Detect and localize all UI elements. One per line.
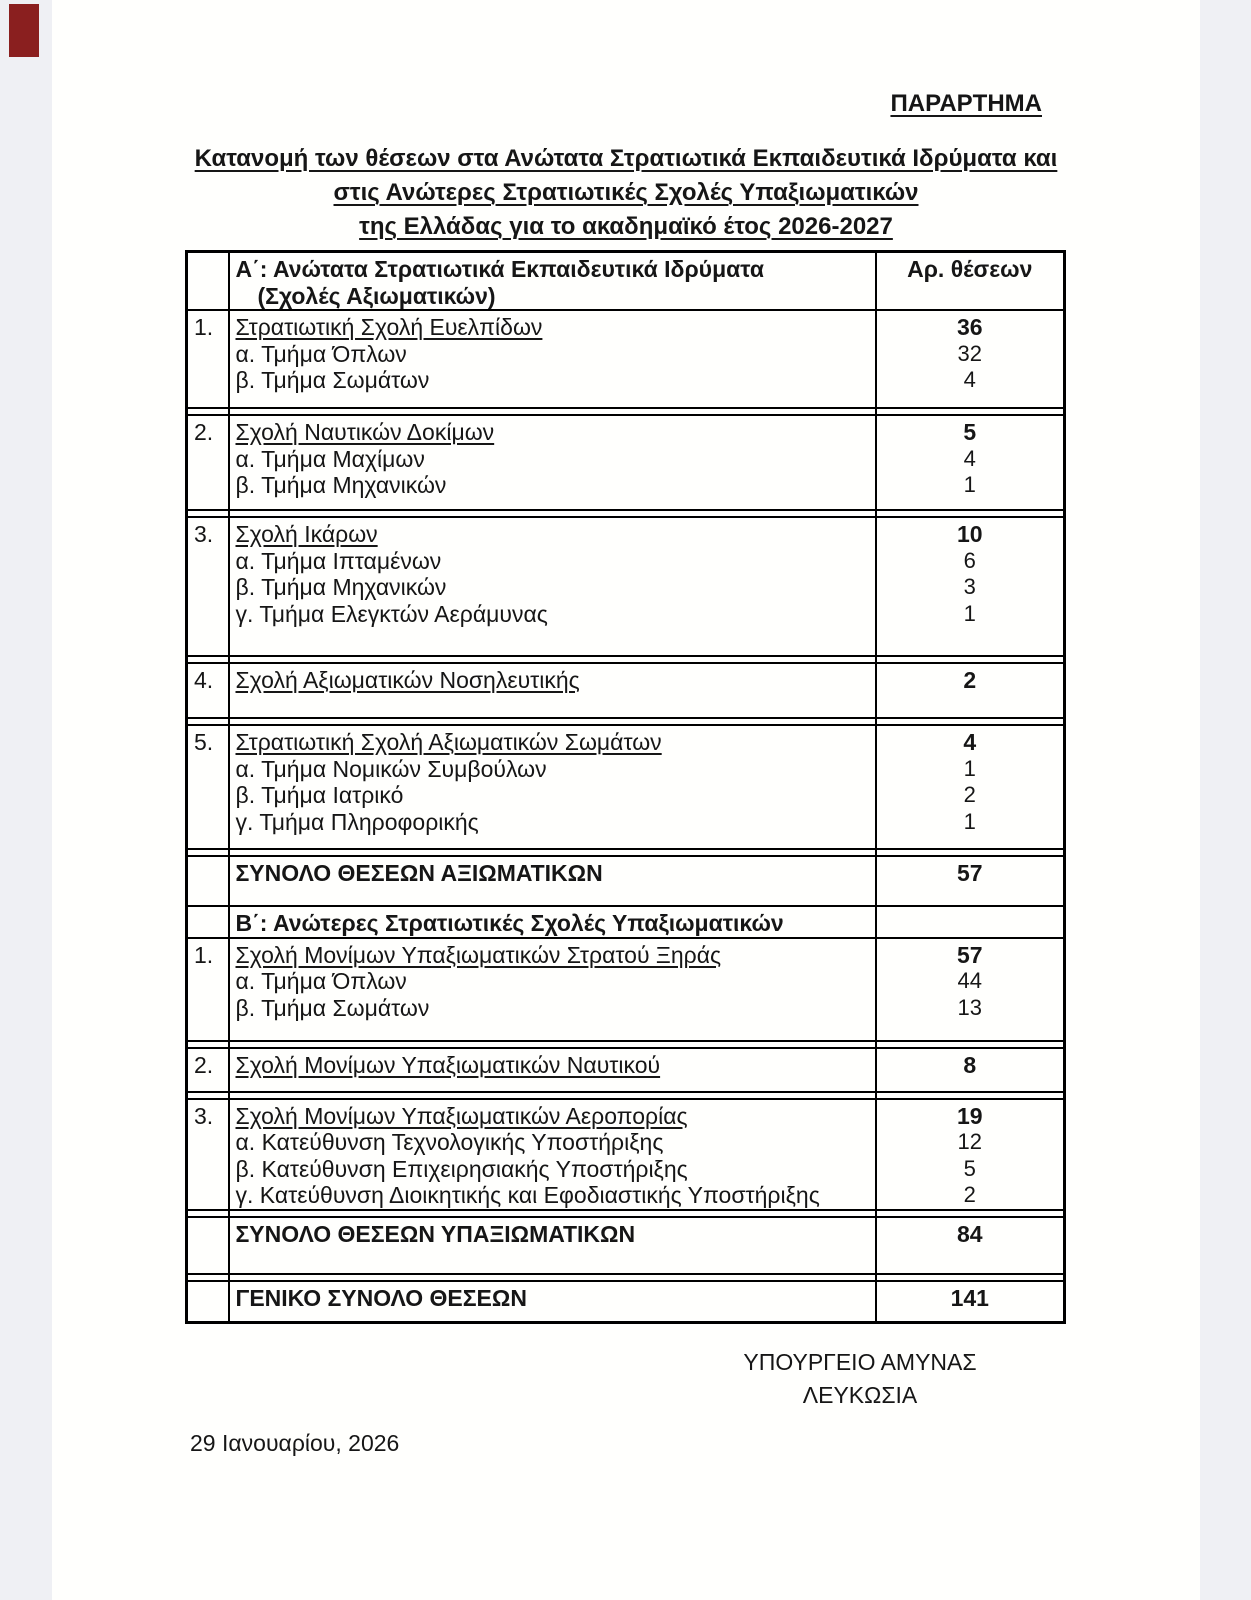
- row-name-cell: [229, 1281, 876, 1323]
- document-paper: [52, 0, 1200, 1600]
- row-name-cell: [229, 856, 876, 906]
- school-total-value: 36: [956, 314, 983, 340]
- table-row-school: [187, 938, 1065, 1041]
- row-name-cell: [229, 1048, 876, 1092]
- row-number: 3.: [194, 1102, 214, 1129]
- school-title: Σχολή Μονίμων Υπαξιωματικών Αεροπορίας: [235, 1102, 688, 1129]
- row-name-cell: [229, 1099, 876, 1210]
- table-row-colheader: [187, 252, 1065, 311]
- spacer-cell: [876, 1041, 1065, 1048]
- school-total-value: 2: [963, 667, 977, 693]
- school-subitem-value: 3: [963, 574, 976, 599]
- spacer-cell: [229, 718, 876, 725]
- row-number-cell: [187, 415, 229, 510]
- total-row-label: ΣΥΝΟΛΟ ΘΕΣΕΩΝ ΑΞΙΩΜΑΤΙΚΩΝ: [235, 860, 603, 886]
- school-subitem-value: 1: [963, 755, 976, 781]
- row-number-cell: [187, 252, 229, 311]
- spacer-cell: [876, 510, 1065, 517]
- positions-column-header: Αρ. θέσεων: [907, 256, 1033, 282]
- school-subitem-value: 13: [957, 994, 982, 1020]
- school-total-value: 4: [963, 729, 977, 755]
- school-title: Σχολή Μονίμων Υπαξιωματικών Στρατού Ξηράς: [235, 941, 722, 968]
- school-title: Στρατιωτική Σχολή Αξιωματικών Σωμάτων: [235, 729, 662, 755]
- table-row-school: [187, 517, 1065, 656]
- row-positions-cell: [876, 938, 1065, 1041]
- row-positions-cell: [876, 1281, 1065, 1323]
- school-subitem-value: 44: [957, 968, 982, 993]
- row-name-cell: [229, 663, 876, 718]
- school-title: Σχολή Ναυτικών Δοκίμων: [235, 419, 495, 445]
- document-title-line-1: Κατανομή των θέσεων στα Ανώτατα Στρατιωτικά Εκπαιδευτικά Ιδρύματα και: [194, 145, 1058, 172]
- row-positions-cell: [876, 252, 1065, 311]
- row-number-cell: [187, 906, 229, 938]
- table-row-school: [187, 725, 1065, 849]
- row-positions-cell: [876, 310, 1065, 408]
- school-subitem-value: 12: [957, 1129, 982, 1154]
- row-name-cell: [229, 310, 876, 408]
- row-positions-cell: [876, 415, 1065, 510]
- school-subitem-label: α. Τμήμα Ιπταμένων: [235, 547, 442, 574]
- spacer-cell: [187, 1210, 229, 1217]
- spacer-cell: [876, 1210, 1065, 1217]
- school-subitem-label: β. Τμήμα Μηχανικών: [235, 574, 447, 600]
- table-row-total: [187, 1281, 1065, 1323]
- table-row-school: [187, 1099, 1065, 1210]
- spacer-cell: [187, 510, 229, 517]
- table-row-spacer: [187, 849, 1065, 856]
- school-subitem-value: 32: [957, 340, 982, 366]
- section-header-title: Β΄: Ανώτερες Στρατιωτικές Σχολές Υπαξιωματικών: [235, 910, 784, 936]
- positions-table: [185, 250, 1066, 1324]
- school-subitem-label: β. Τμήμα Σωμάτων: [235, 994, 430, 1021]
- school-total-value: 5: [963, 419, 977, 445]
- row-positions-cell: [876, 906, 1065, 938]
- school-subitem-value: 4: [963, 445, 976, 471]
- row-name-cell: [229, 517, 876, 656]
- total-row-value: 141: [950, 1284, 989, 1311]
- total-row-label: ΣΥΝΟΛΟ ΘΕΣΕΩΝ ΥΠΑΞΙΩΜΑΤΙΚΩΝ: [235, 1220, 636, 1247]
- school-subitem-label: β. Τμήμα Ιατρικό: [235, 782, 404, 808]
- row-name-cell: [229, 252, 876, 311]
- school-total-value: 10: [956, 521, 983, 547]
- spacer-cell: [229, 849, 876, 856]
- row-number-cell: [187, 1099, 229, 1210]
- table-row-school: [187, 663, 1065, 718]
- row-number: 5.: [194, 729, 214, 755]
- school-subitem-value: 4: [963, 367, 976, 392]
- row-number-cell: [187, 938, 229, 1041]
- school-subitem-label: γ. Τμήμα Πληροφορικής: [235, 808, 479, 835]
- total-row-value: 84: [956, 1220, 983, 1247]
- spacer-cell: [187, 1092, 229, 1099]
- row-positions-cell: [876, 725, 1065, 849]
- school-total-value: 57: [956, 941, 983, 968]
- school-subitem-value: 5: [963, 1155, 976, 1181]
- row-number-cell: [187, 517, 229, 656]
- school-subitem-label: β. Τμήμα Σωμάτων: [235, 367, 430, 393]
- row-number-cell: [187, 725, 229, 849]
- school-subitem-label: α. Τμήμα Μαχίμων: [235, 445, 425, 472]
- spacer-cell: [229, 656, 876, 663]
- table-row-spacer: [187, 408, 1065, 415]
- document-title-line-3: της Ελλάδας για το ακαδημαϊκό έτος 2026-2027: [359, 213, 893, 240]
- column-header-line: (Σχολές Αξιωματικών): [257, 282, 496, 309]
- row-number-cell: [187, 1281, 229, 1323]
- positions-table-body: [187, 252, 1065, 1323]
- school-subitem-value: 1: [963, 472, 976, 497]
- spacer-cell: [187, 849, 229, 856]
- school-title: Σχολή Μονίμων Υπαξιωματικών Ναυτικού: [235, 1051, 661, 1078]
- ministry-city: ΛΕΥΚΩΣΙΑ: [802, 1382, 918, 1408]
- row-number-cell: [187, 1048, 229, 1092]
- school-subitem-label: α. Τμήμα Όπλων: [235, 340, 407, 367]
- row-number: 4.: [194, 667, 214, 693]
- annex-heading: ΠΑΡΑΡΤΗΜΑ: [890, 90, 1042, 117]
- spacer-cell: [187, 408, 229, 415]
- row-number-cell: [187, 1217, 229, 1274]
- table-row-school: [187, 415, 1065, 510]
- row-number-cell: [187, 310, 229, 408]
- school-subitem-value: 2: [963, 1182, 976, 1207]
- school-subitem-value: 2: [963, 782, 976, 807]
- row-name-cell: [229, 1217, 876, 1274]
- school-total-value: 8: [963, 1051, 977, 1078]
- table-row-section_header: [187, 906, 1065, 938]
- table-row-total: [187, 1217, 1065, 1274]
- school-subitem-value: 6: [963, 547, 976, 573]
- row-name-cell: [229, 906, 876, 938]
- table-row-spacer: [187, 718, 1065, 725]
- school-title: Σχολή Ικάρων: [235, 521, 378, 547]
- school-subitem-label: α. Κατεύθυνση Τεχνολογικής Υποστήριξης: [235, 1129, 664, 1155]
- row-name-cell: [229, 415, 876, 510]
- row-number-cell: [187, 856, 229, 906]
- footer-ministry-block: [660, 1346, 1060, 1412]
- school-total-value: 19: [956, 1102, 983, 1129]
- school-subitem-label: α. Τμήμα Νομικών Συμβούλων: [235, 755, 547, 782]
- spacer-cell: [876, 849, 1065, 856]
- spacer-cell: [876, 656, 1065, 663]
- row-name-cell: [229, 938, 876, 1041]
- table-row-spacer: [187, 1092, 1065, 1099]
- school-subitem-label: γ. Τμήμα Ελεγκτών Αεράμυνας: [235, 600, 548, 627]
- column-header-line: Α΄: Ανώτατα Στρατιωτικά Εκπαιδευτικά Ιδρύματα: [235, 256, 765, 282]
- spacer-cell: [187, 718, 229, 725]
- spacer-cell: [229, 1274, 876, 1281]
- row-number: 2.: [194, 419, 214, 445]
- spacer-cell: [876, 718, 1065, 725]
- table-row-school: [187, 310, 1065, 408]
- spacer-cell: [229, 510, 876, 517]
- spacer-cell: [876, 408, 1065, 415]
- school-title: Στρατιωτική Σχολή Ευελπίδων: [235, 314, 543, 340]
- spacer-cell: [876, 1274, 1065, 1281]
- spacer-cell: [187, 1041, 229, 1048]
- row-number-cell: [187, 663, 229, 718]
- total-row-label: ΓΕΝΙΚΟ ΣΥΝΟΛΟ ΘΕΣΕΩΝ: [235, 1284, 527, 1311]
- row-name-cell: [229, 725, 876, 849]
- school-subitem-label: γ. Κατεύθυνση Διοικητικής και Εφοδιαστικής Υποστήριξης: [235, 1182, 820, 1208]
- spacer-cell: [229, 1041, 876, 1048]
- spacer-cell: [876, 1092, 1065, 1099]
- row-number: 3.: [194, 521, 214, 547]
- row-positions-cell: [876, 1217, 1065, 1274]
- row-positions-cell: [876, 1099, 1065, 1210]
- row-number: 1.: [194, 314, 214, 340]
- table-row-school: [187, 1048, 1065, 1092]
- school-subitem-value: 1: [963, 808, 976, 834]
- table-row-spacer: [187, 1041, 1065, 1048]
- row-number: 2.: [194, 1051, 214, 1078]
- spacer-cell: [187, 1274, 229, 1281]
- row-positions-cell: [876, 663, 1065, 718]
- row-number: 1.: [194, 941, 214, 968]
- school-title: Σχολή Αξιωματικών Νοσηλευτικής: [235, 667, 580, 693]
- document-title: [52, 142, 1200, 244]
- spacer-cell: [229, 1210, 876, 1217]
- row-positions-cell: [876, 856, 1065, 906]
- row-positions-cell: [876, 517, 1065, 656]
- table-row-spacer: [187, 1210, 1065, 1217]
- table-row-spacer: [187, 1274, 1065, 1281]
- red-corner-mark: [9, 4, 39, 57]
- document-title-line-2: στις Ανώτερες Στρατιωτικές Σχολές Υπαξιωματικών: [333, 179, 919, 206]
- school-subitem-label: β. Κατεύθυνση Επιχειρησιακής Υποστήριξης: [235, 1155, 688, 1182]
- spacer-cell: [229, 1092, 876, 1099]
- spacer-cell: [229, 408, 876, 415]
- row-positions-cell: [876, 1048, 1065, 1092]
- total-row-value: 57: [956, 860, 983, 886]
- school-subitem-label: α. Τμήμα Όπλων: [235, 968, 407, 994]
- spacer-cell: [187, 656, 229, 663]
- table-row-spacer: [187, 656, 1065, 663]
- school-subitem-label: β. Τμήμα Μηχανικών: [235, 472, 447, 498]
- table-row-spacer: [187, 510, 1065, 517]
- school-subitem-value: 1: [963, 600, 976, 626]
- table-row-total: [187, 856, 1065, 906]
- document-date: 29 Ιανουαρίου, 2026: [190, 1430, 400, 1456]
- ministry-name: ΥΠΟΥΡΓΕΙΟ ΑΜΥΝΑΣ: [743, 1349, 977, 1375]
